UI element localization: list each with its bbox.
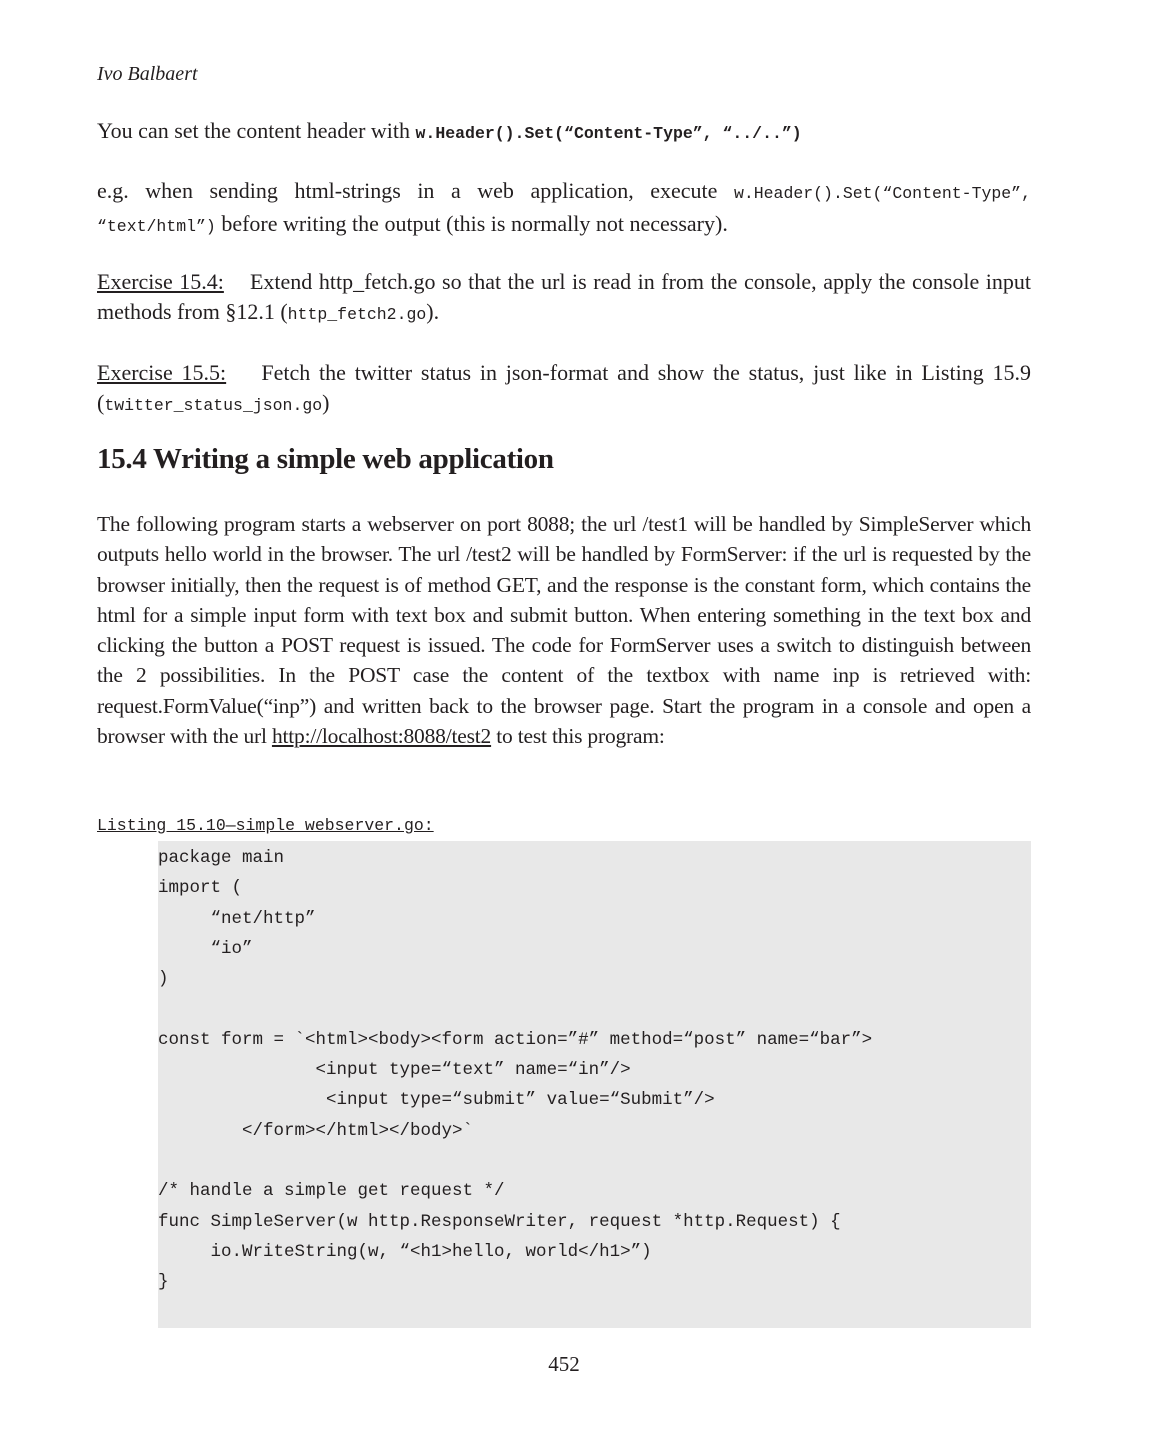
text: to test this program: [491, 724, 665, 749]
code-line: “net/http” [158, 908, 316, 929]
code-line: /* handle a simple get request */ [158, 1181, 505, 1202]
code-line: package main [158, 848, 285, 868]
text: The following program starts a webserver on port 8088; the url /test1 will be handled by SimpleServer which outputs hello world in the browser. The url /test2 will be handled by FormServer: if the url is requested by the browser initially, then the request is of method GET, and the response is the constant form, which contains the html for a simple input form with text box and submit button. When entering something in the text box and clicking the button a POST request is issued. The code for FormServer uses a switch to distinguish between the 2 possibilities. In the POST case the content of the textbox with name inp is retrieved with: request.FormValue(“inp”) and written back to the browser page. Start the program in a console and open a browser with the url [97, 512, 1031, 749]
exercise-15-5 [97, 358, 1037, 422]
text: ). [426, 299, 440, 325]
inline-code: http_fetch2.go [287, 305, 427, 325]
inline-code: twitter_status_json.go [104, 396, 323, 416]
text: You can set the content header with [97, 118, 416, 143]
section-body-paragraph [97, 509, 1031, 751]
paragraph-html-strings [97, 176, 1031, 243]
code-line [158, 1146, 1031, 1176]
code-line: ) [158, 969, 169, 990]
text: Fetch the twitter status in json-format and show the status, just like in Listing 15.9 ( [97, 360, 1037, 416]
section-heading: 15.4 Writing a simple web application [97, 443, 554, 475]
text: e.g. when sending html-strings in a web application, execute [97, 178, 734, 203]
code-line: </form></html></body>` [158, 1120, 474, 1141]
running-header-author: Ivo Balbaert [97, 63, 198, 85]
inline-code: w.Header().Set(“Content-Type”, “../..”) [415, 124, 802, 143]
code-line: <input type=“submit” value=“Submit”/> [158, 1090, 715, 1111]
code-line: io.WriteString(w, “<h1>hello, world</h1>”) [158, 1241, 652, 1262]
code-line: <input type=“text” name=“in”/> [158, 1060, 631, 1081]
code-line: func SimpleServer(w http.ResponseWriter, request *http.Request) { [158, 1211, 841, 1232]
code-block [158, 841, 1031, 1328]
text: ) [322, 390, 330, 416]
exercise-15-4 [97, 267, 1037, 331]
code-line: } [158, 1272, 169, 1293]
code-line: “io” [158, 938, 253, 959]
text: before writing the output (this is normally not necessary). [215, 211, 728, 237]
page-number: 452 [548, 1352, 580, 1376]
listing-caption: Listing 15.10—simple_webserver.go: [97, 816, 434, 835]
paragraph-content-header [97, 116, 1031, 149]
code-line: import ( [158, 878, 243, 899]
code-line: const form = `<html><body><form action=”#” method=“post” name=“bar”> [158, 1029, 873, 1050]
exercise-label: Exercise 15.4: [97, 269, 224, 294]
code-line [158, 994, 1031, 1024]
text: Extend http_fetch.go so that the url is read in from the console, apply the console input methods from §12.1 ( [97, 269, 1037, 325]
exercise-label: Exercise 15.5: [97, 360, 227, 385]
inline-code: w.Header().Set(“Content-Type”, “text/html”) [97, 184, 1031, 237]
code-lines [158, 841, 1031, 1297]
localhost-link[interactable]: http://localhost:8088/test2 [271, 724, 492, 749]
